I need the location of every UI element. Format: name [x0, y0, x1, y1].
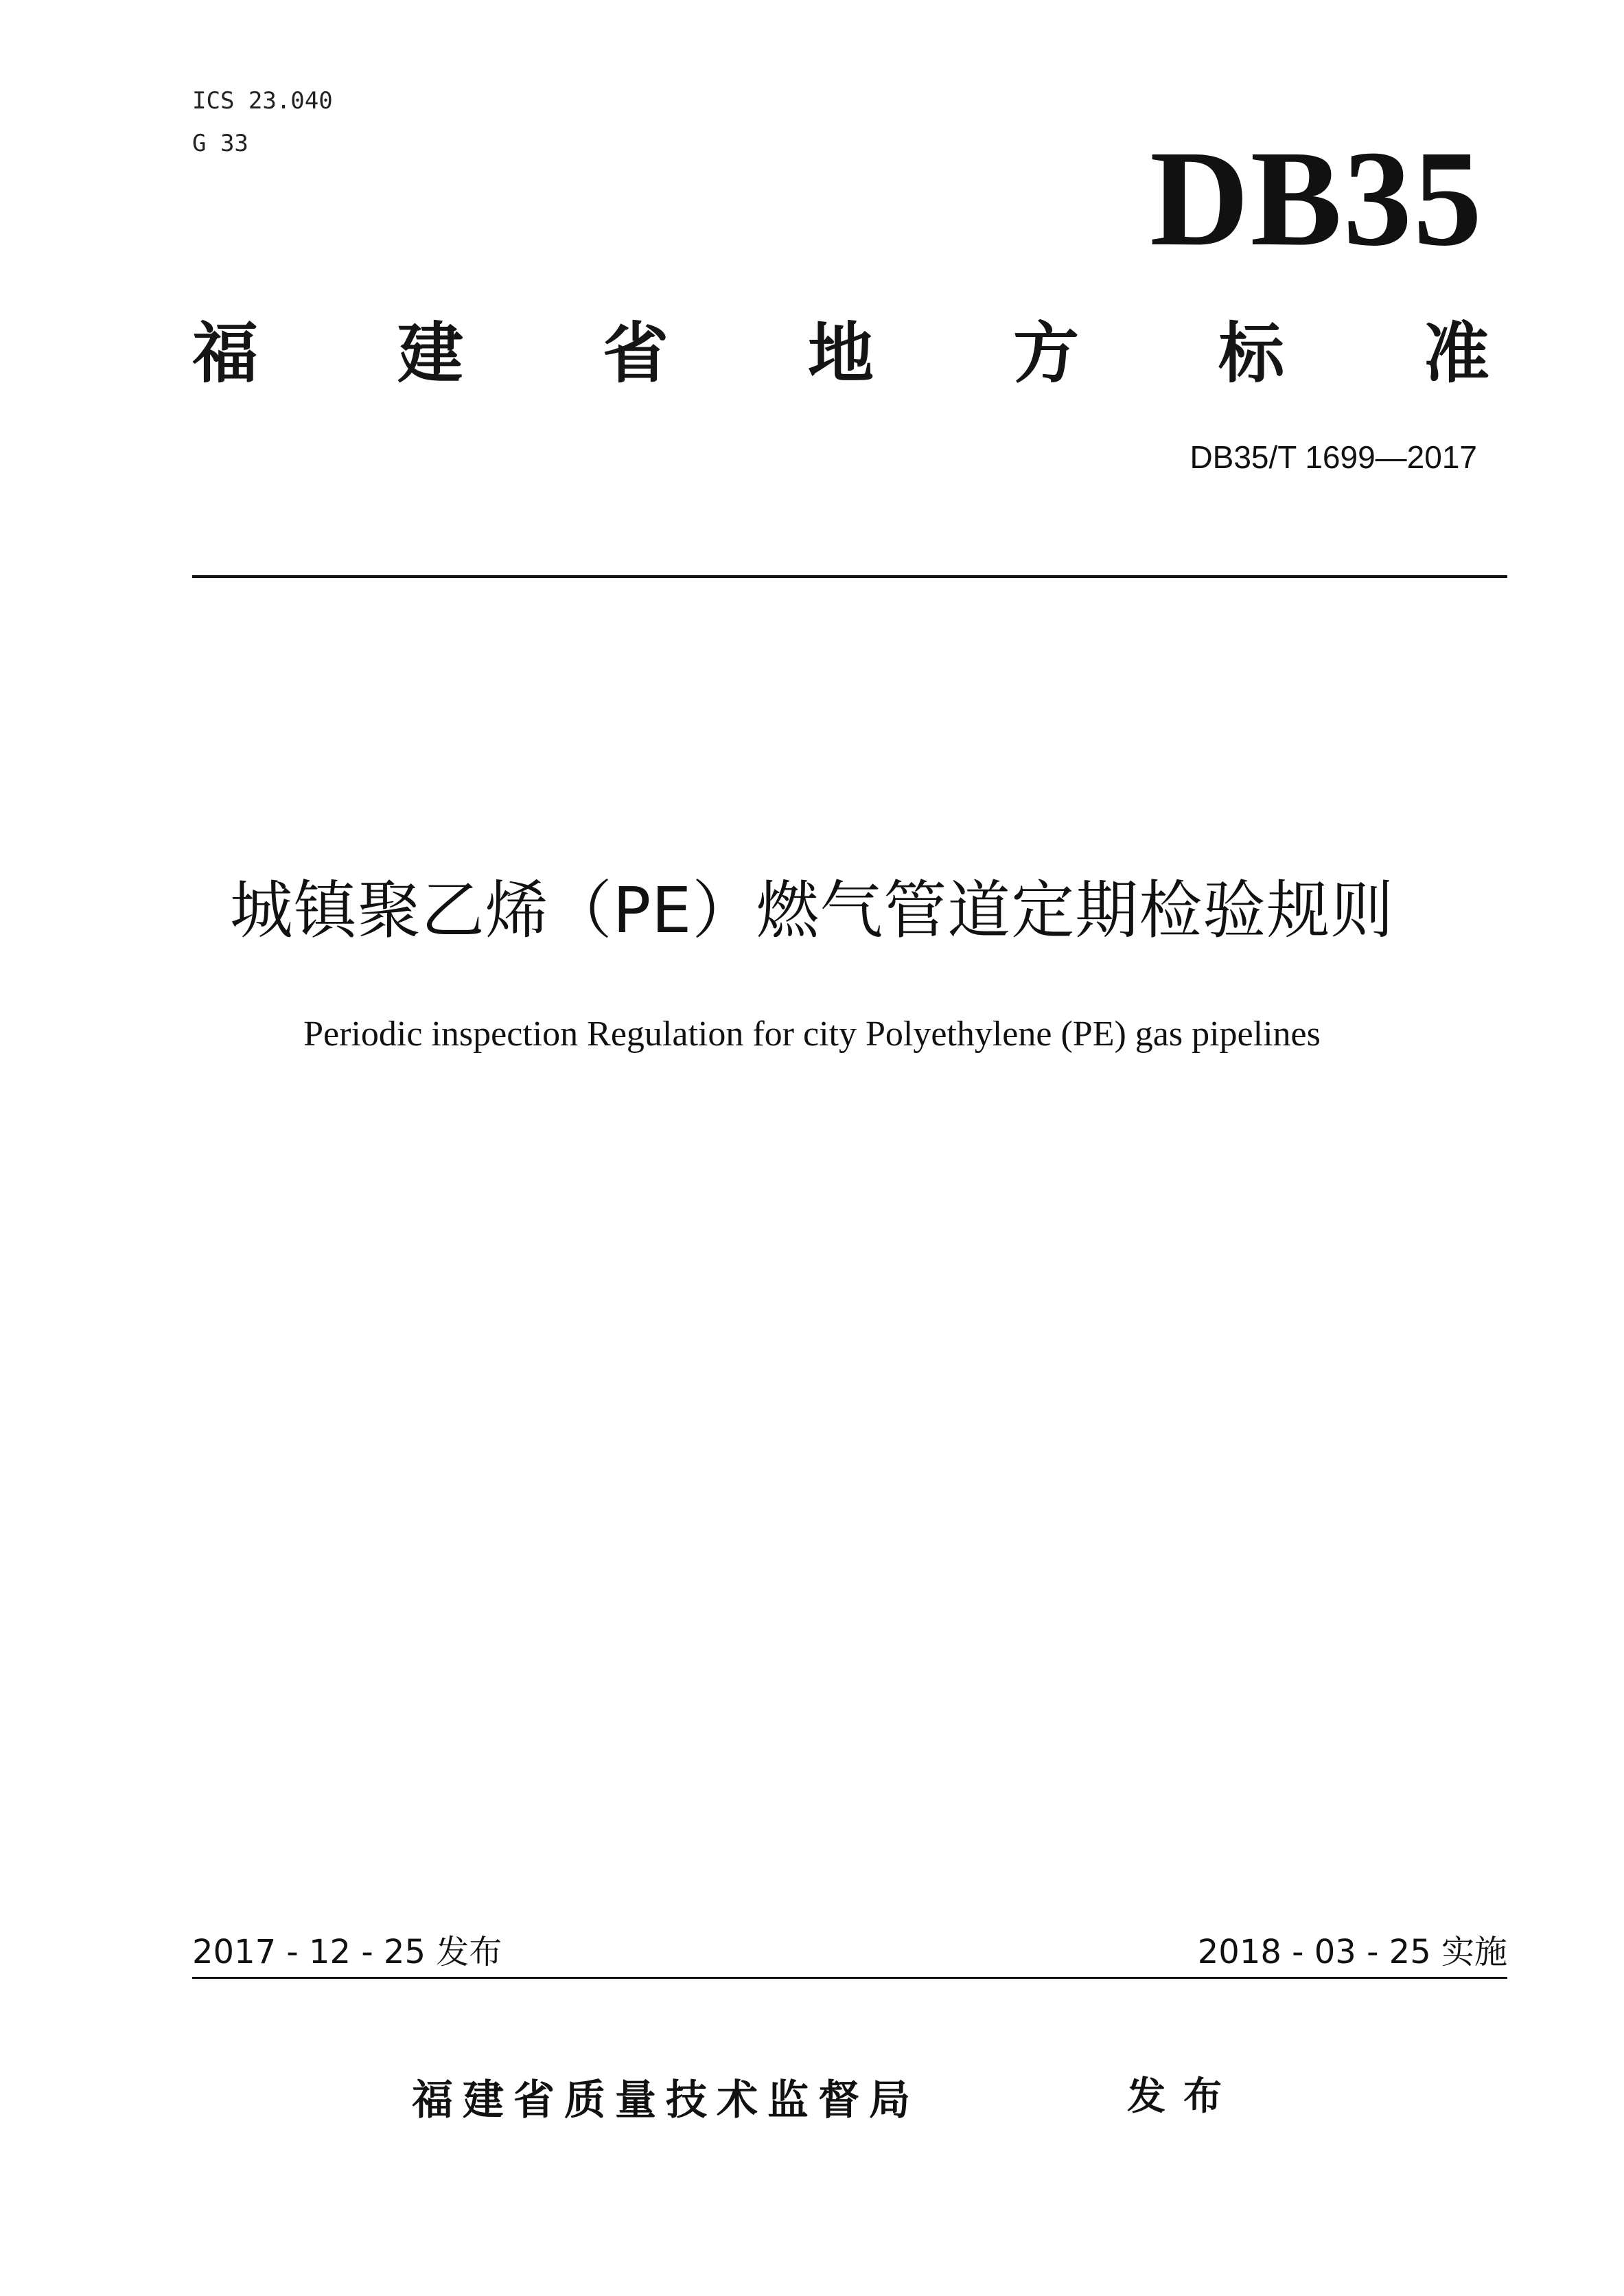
standard-type-char: 建 [397, 315, 463, 392]
standard-type-heading [192, 312, 1489, 395]
standard-number: DB35/T 1699—2017 [1190, 439, 1477, 475]
standard-type-char: 福 [192, 315, 258, 392]
standard-type-char: 地 [808, 315, 874, 392]
standard-type-char: 方 [1013, 315, 1079, 392]
standard-type-char: 准 [1424, 315, 1489, 392]
issuing-authority: 福建省质量技术监督局 [412, 2076, 920, 2124]
standard-mark: DB35 [1150, 123, 1483, 275]
issue-date: 2017 - 12 - 25 发布 [192, 1933, 502, 1971]
standard-type-char: 省 [603, 315, 669, 392]
title-english: Periodic inspection Regulation for city Polyethylene (PE) gas pipelines [303, 1014, 1321, 1054]
ccs-code: G 33 [192, 130, 248, 157]
ics-code: ICS 23.040 [192, 87, 333, 115]
standard-type-char: 标 [1218, 315, 1284, 392]
effective-date: 2018 - 03 - 25 实施 [1197, 1933, 1507, 1971]
classification-codes [192, 80, 333, 165]
issued-label: 发布 [1127, 2074, 1240, 2119]
title-chinese: 城镇聚乙烯（PE）燃气管道定期检验规则 [229, 874, 1395, 947]
header-divider [192, 575, 1507, 578]
dates-divider [192, 1977, 1507, 1979]
